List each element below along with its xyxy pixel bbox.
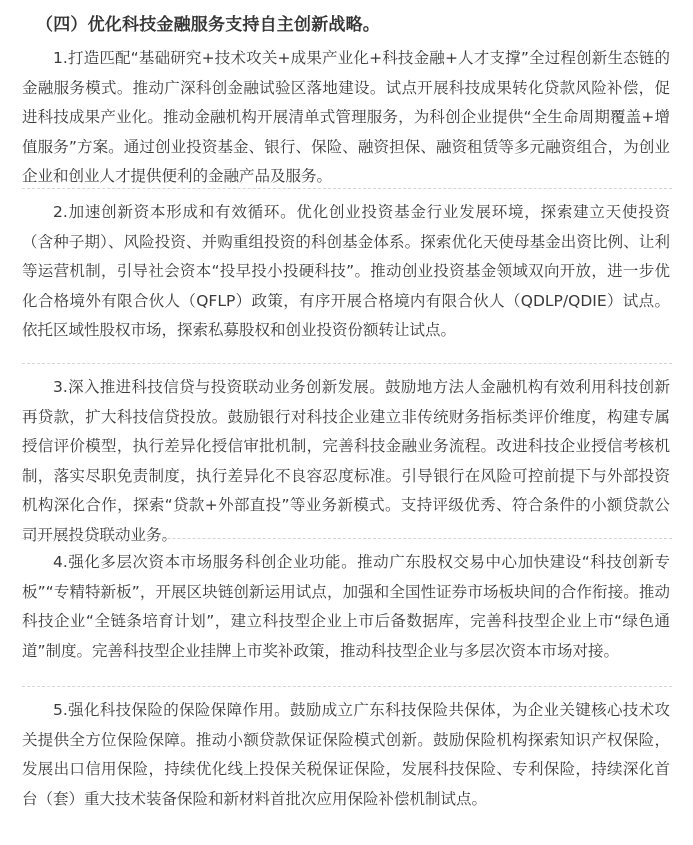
paragraph-divider [22,686,672,687]
paragraph-2: 2.加速创新资本形成和有效循环。优化创业投资基金行业发展环境，探索建立天使投资（含种子期）、风险投资、并购重组投资的科创基金体系。探索优化天使母基金出资比例、让利等运营机制，引导社会资本“投早投小投硬科技”。推动创业投资基金领域双向开放，进一步优化合格境外有限合伙人（QFLP）政策，有序开展合格境内有限合伙人（QDLP/QDIE）试点。依托区域性股权市场，探索私募股权和创业投资份额转让试点。 [22,203,670,340]
paragraph-4: 4.强化多层次资本市场服务科创企业功能。推动广东股权交易中心加快建设“科技创新专板”“专精特新板”，开展区块链创新运用试点，加强和全国性证券市场板块间的合作衔接。推动科技企业“全链条培育计划”，建立科技型企业上市后备数据库，完善科技型企业上市“绿色通道”制度。完善科技型企业挂牌上市奖补政策，推动科技型企业与多层次资本市场对接。 [22,553,670,660]
paragraph-5: 5.强化科技保险的保险保障作用。鼓励成立广东科技保险共保体，为企业关键核心技术攻关提供全方位保险保障。推动小额贷款保证保险模式创新。鼓励保险机构探索知识产权保险，发展出口信用保险，持续优化线上投保关税保证保险，发展科技保险、专利保险，持续深化首台（套）重大技术装备保险和新材料首批次应用保险补偿机制试点。 [22,701,670,808]
paragraph-divider [22,538,672,539]
paragraph-divider [22,363,672,364]
section-heading: （四）优化科技金融服务支持自主创新战略。 [36,15,380,35]
paragraph-divider [22,188,672,189]
paragraph-3: 3.深入推进科技信贷与投资联动业务创新发展。鼓励地方法人金融机构有效利用科技创新再贷款，扩大科技信贷投放。鼓励银行对科技企业建立非传统财务指标类评价维度，构建专属授信评价模型，执行差异化授信审批机制，完善科技金融业务流程。改进科技企业授信考核机制，落实尽职免责制度，执行差异化不良容忍度标准。引导银行在风险可控前提下与外部投资机构深化合作，探索“贷款+外部直投”等业务新模式。支持评级优秀、符合条件的小额贷款公司开展投贷联动业务。 [22,378,670,544]
paragraph-1: 1.打造匹配“基础研究+技术攻关+成果产业化+科技金融+人才支撑”全过程创新生态链的金融服务模式。推动广深科创金融试验区落地建设。试点开展科技成果转化贷款风险补偿，促进科技成果产业化。推动金融机构开展清单式管理服务，为科创企业提供“全生命周期覆盖+增值服务”方案。通过创业投资基金、银行、保险、融资担保、融资租赁等多元融资组合，为创业企业和创业人才提供便利的金融产品及服务。 [22,49,670,186]
